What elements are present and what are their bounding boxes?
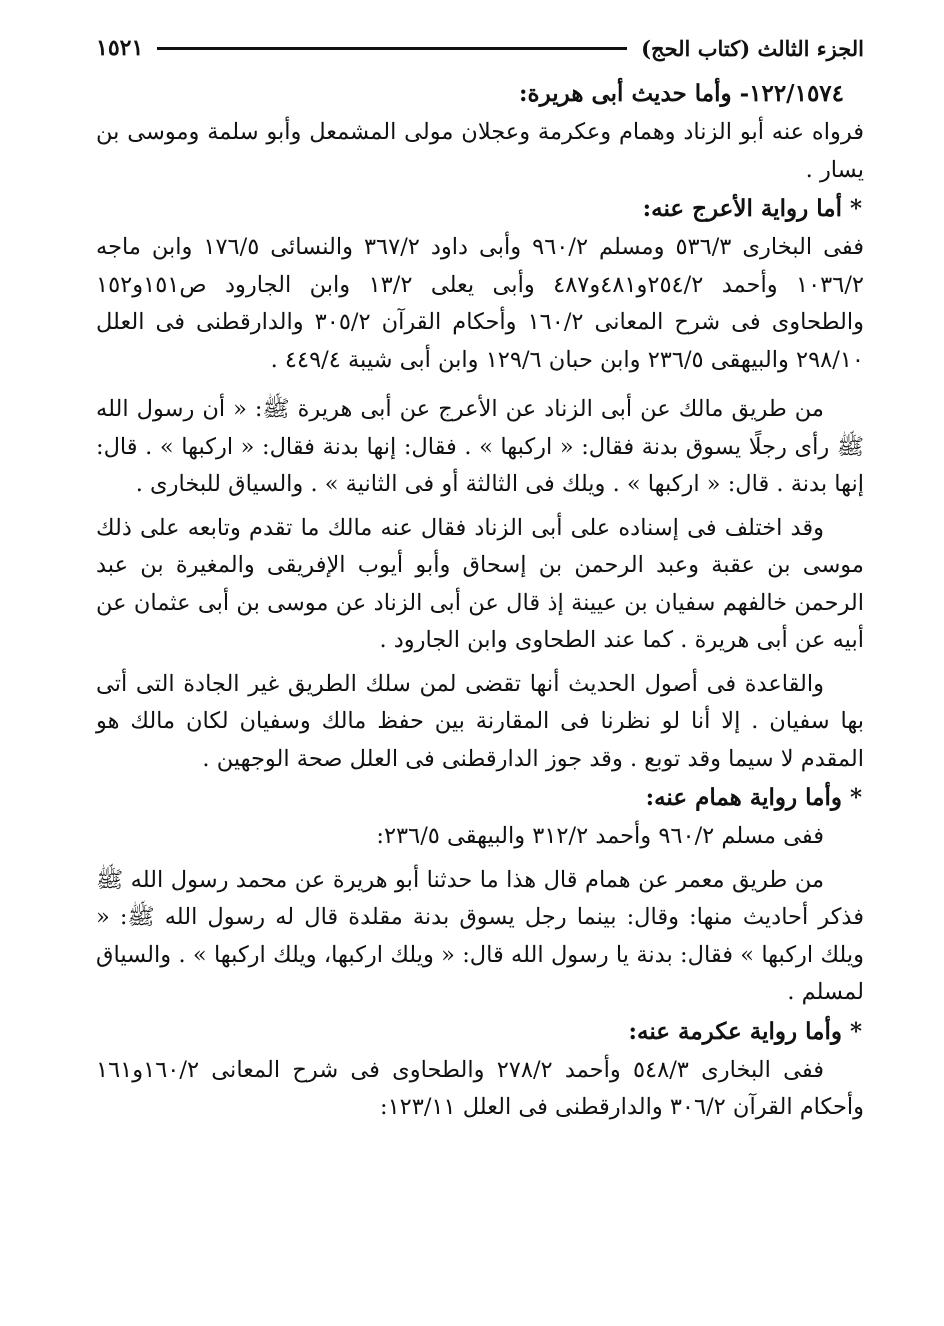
header-rule [157, 47, 627, 50]
paragraph-gap [96, 379, 864, 391]
paragraph: من طريق معمر عن همام قال هذا ما حدثنا أبو هريرة عن محمد رسول الله ﷺ فذكر أحاديث منها: وقال: بينما رجل يسوق بدنة مقلدة قال له رسول الله ﷺ: « ويلك اركبها » فقال: بدنة يا رسول الله قال: « ويلك اركبها، ويلك اركبها » . والسياق لمسلم . [96, 866, 864, 1005]
subsection-heading: * وأما رواية عكرمة عنه: [628, 1017, 862, 1045]
running-header [96, 26, 864, 70]
paragraph: ففى مسلم ٩٦٠/٢ وأحمد ٣١٢/٢ والبيهقى ٢٣٦/٥: [376, 823, 824, 849]
page-body [96, 74, 864, 1127]
paragraph: والقاعدة فى أصول الحديث أنها تقضى لمن سلك الطريق غير الجادة التى أتى بها سفيان . إلا أنا لو نظرنا فى المقارنة بين حفظ مالك وسفيان لكان مالك هو المقدم لا سيما وقد توبع . وقد جوز الدارقطنى فى العلل صحة الوجهين . [96, 670, 864, 772]
paragraph: ففى البخارى ٥٣٦/٣ ومسلم ٩٦٠/٢ وأبى داود ٣٦٧/٢ والنسائى ١٧٦/٥ وابن ماجه ١٠٣٦/٢ وأحمد ٢٥٤/٢و٤٨١و٤٨٧ وأبى يعلى ١٣/٢ وابن الجارود ص١٥١و١٥٢ والطحاوى فى شرح المعانى ١٦٠/٢ وأحكام القرآن ٣٠٥/٢ والدارقطنى فى العلل ٢٩٨/١٠ والبيهقى ٢٣٦/٥ وابن حبان ١٢٩/٦ وابن أبى شيبة ٤٤٩/٤ . [96, 234, 864, 373]
subsection-heading: * أما رواية الأعرج عنه: [642, 195, 862, 222]
page-number: ١٥٢١ [96, 35, 144, 61]
paragraph: فرواه عنه أبو الزناد وهمام وعكرمة وعجلان مولى المشمعل وأبو سلمة وموسى بن يسار . [96, 119, 864, 183]
section-heading: ١٢٢/١٥٧٤- وأما حديث أبى هريرة: [519, 80, 844, 107]
paragraph: ففى البخارى ٥٤٨/٣ وأحمد ٢٧٨/٢ والطحاوى فى شرح المعانى ١٦٠/٢و١٦١ وأحكام القرآن ٣٠٦/٢ والدارقطنى فى العلل ١٢٣/١١: [96, 1056, 864, 1120]
paragraph: من طريق مالك عن أبى الزناد عن الأعرج عن أبى هريرة ﷺ: « أن رسول الله ﷺ رأى رجلًا يسوق بدنة فقال: « اركبها » . فقال: إنها بدنة فقال: « اركبها » . قال: إنها بدنة . قال: « اركبها » . ويلك فى الثالثة أو فى الثانية » . والسياق للبخارى . [96, 396, 864, 497]
subsection-heading: * وأما رواية همام عنه: [645, 784, 862, 811]
paragraph: وقد اختلف فى إسناده على أبى الزناد فقال عنه مالك ما تقدم وتابعه على ذلك موسى بن عقبة وعبد الرحمن بن إسحاق وأبو أيوب الإفريقى والمغيرة بن عبد الرحمن خالفهم سفيان بن عيينة إذ قال عن أبى الزناد عن موسى بن أبى عثمان عن أبيه عن أبى هريرة . كما عند الطحاوى وابن الجارود . [96, 514, 864, 653]
running-title: الجزء الثالث (كتاب الحج) [641, 35, 864, 61]
